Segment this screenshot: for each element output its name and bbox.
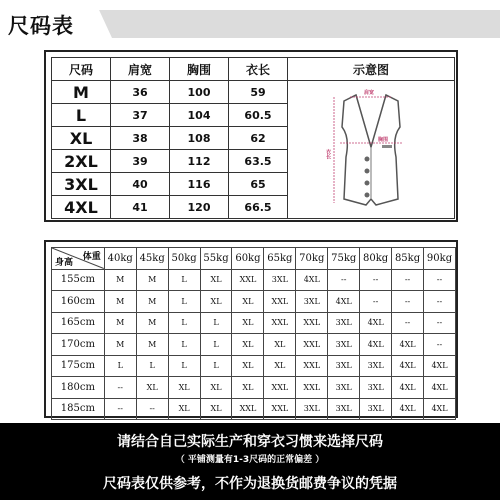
fit-size-cell: 4XL (424, 398, 456, 420)
height-cell: 185cm (52, 398, 105, 420)
fit-table-header (52, 248, 456, 270)
fit-size-cell: XL (200, 377, 232, 399)
fit-size-cell: -- (392, 269, 424, 291)
fit-size-cell: M (136, 312, 168, 334)
size-cell: 3XL (52, 173, 111, 196)
fit-size-cell: XXL (264, 312, 296, 334)
fit-size-cell: L (168, 269, 200, 291)
fit-size-cell: 4XL (328, 291, 360, 313)
fit-size-cell: XL (200, 269, 232, 291)
fit-size-cell: XL (264, 355, 296, 377)
fit-size-cell: XL (168, 398, 200, 420)
fit-size-cell: XXL (264, 377, 296, 399)
fit-size-cell: -- (424, 291, 456, 313)
header-size: 尺码 (52, 58, 111, 81)
fit-size-cell: -- (392, 291, 424, 313)
table-row (52, 291, 456, 313)
length-cell: 65 (229, 173, 288, 196)
fit-size-cell: XL (232, 334, 264, 356)
notice-line-1: 请结合自己实际生产和穿衣习惯来选择尺码 (117, 434, 383, 450)
header-diagram: 示意图 (288, 58, 455, 81)
fit-size-cell: 4XL (392, 377, 424, 399)
page-title: 尺码表 (8, 14, 74, 38)
fit-size-cell: 3XL (296, 291, 328, 313)
fit-size-cell: L (200, 334, 232, 356)
length-cell: 62 (229, 127, 288, 150)
fit-size-cell: -- (424, 312, 456, 334)
fit-size-cell: XXL (296, 312, 328, 334)
weight-header: 70kg (296, 248, 328, 270)
size-table (51, 57, 455, 219)
size-chart-panel (44, 50, 458, 222)
fit-size-cell: 3XL (360, 398, 392, 420)
header-shoulder: 肩宽 (111, 58, 170, 81)
fit-size-cell: L (168, 312, 200, 334)
fit-size-cell: 4XL (424, 377, 456, 399)
fit-size-cell: 3XL (360, 355, 392, 377)
shoulder-cell: 36 (111, 81, 170, 104)
chest-label: 胸围 (378, 137, 389, 143)
fit-size-cell: 3XL (328, 377, 360, 399)
fit-chart-panel (44, 240, 458, 418)
fit-size-cell: 4XL (392, 334, 424, 356)
fit-size-cell: L (104, 355, 136, 377)
fit-size-cell: M (104, 312, 136, 334)
fit-size-cell: XL (200, 398, 232, 420)
fit-size-cell: 3XL (328, 355, 360, 377)
chest-cell: 120 (170, 196, 229, 219)
chest-cell: 108 (170, 127, 229, 150)
fit-size-cell: 3XL (328, 398, 360, 420)
fit-size-cell: 4XL (392, 355, 424, 377)
height-cell: 180cm (52, 377, 105, 399)
fit-size-cell: XL (264, 334, 296, 356)
fit-size-cell: -- (392, 312, 424, 334)
fit-size-cell: L (200, 312, 232, 334)
weight-header: 40kg (104, 248, 136, 270)
size-cell: 2XL (52, 150, 111, 173)
fit-size-cell: 4XL (360, 334, 392, 356)
height-weight-table (51, 247, 456, 420)
size-cell: 4XL (52, 196, 111, 219)
fit-size-cell: XL (136, 377, 168, 399)
shoulder-cell: 41 (111, 196, 170, 219)
header (0, 0, 500, 42)
weight-header: 80kg (360, 248, 392, 270)
header-chest: 胸围 (170, 58, 229, 81)
footer-notice (0, 423, 500, 500)
fit-size-cell: -- (104, 398, 136, 420)
fit-size-cell: XL (200, 291, 232, 313)
notice-line-3: 尺码表仅供参考，不作为退换货邮费争议的凭据 (103, 476, 397, 492)
fit-size-cell: L (168, 291, 200, 313)
fit-size-cell: XXL (296, 334, 328, 356)
table-row (52, 81, 455, 104)
weight-axis-label: 体重 (82, 252, 101, 262)
fit-size-cell: XL (232, 291, 264, 313)
chest-cell: 112 (170, 150, 229, 173)
length-cell: 59 (229, 81, 288, 104)
height-cell: 170cm (52, 334, 105, 356)
shoulder-label: 肩宽 (364, 90, 375, 96)
size-cell: L (52, 104, 111, 127)
fit-size-cell: -- (424, 334, 456, 356)
fit-size-cell: 3XL (328, 334, 360, 356)
fit-size-cell: M (136, 334, 168, 356)
weight-header: 50kg (168, 248, 200, 270)
fit-size-cell: -- (424, 269, 456, 291)
height-axis-label: 身高 (55, 257, 74, 268)
fit-size-cell: 4XL (296, 269, 328, 291)
fit-size-cell: XXL (296, 355, 328, 377)
length-cell: 63.5 (229, 150, 288, 173)
fit-size-cell: XL (232, 377, 264, 399)
shoulder-cell: 39 (111, 150, 170, 173)
fit-size-cell: 3XL (328, 312, 360, 334)
fit-size-cell: 4XL (392, 398, 424, 420)
size-cell: M (52, 81, 111, 104)
fit-size-cell: 3XL (264, 269, 296, 291)
notice-line-2: （ 平铺测量有1-3尺码的正常偏差 ） (175, 455, 325, 465)
weight-header: 90kg (424, 248, 456, 270)
chest-cell: 116 (170, 173, 229, 196)
shoulder-cell: 40 (111, 173, 170, 196)
fit-size-cell: XXL (264, 398, 296, 420)
fit-size-cell: L (168, 355, 200, 377)
height-cell: 160cm (52, 291, 105, 313)
fit-size-cell: -- (328, 269, 360, 291)
size-table-header (52, 58, 455, 81)
fit-size-cell: 4XL (360, 312, 392, 334)
height-cell: 175cm (52, 355, 105, 377)
shoulder-cell: 37 (111, 104, 170, 127)
weight-header: 75kg (328, 248, 360, 270)
fit-size-cell: 3XL (360, 377, 392, 399)
weight-header: 55kg (200, 248, 232, 270)
fit-size-cell: XXL (232, 269, 264, 291)
table-row (52, 334, 456, 356)
fit-size-cell: -- (136, 398, 168, 420)
fit-size-cell: M (104, 269, 136, 291)
fit-size-cell: XL (232, 312, 264, 334)
fit-size-cell: -- (360, 269, 392, 291)
chest-cell: 100 (170, 81, 229, 104)
vest-diagram (326, 87, 416, 212)
fit-size-cell: XL (232, 355, 264, 377)
fit-size-cell: XXL (264, 291, 296, 313)
fit-size-cell: 3XL (296, 398, 328, 420)
height-cell: 155cm (52, 269, 105, 291)
shoulder-cell: 38 (111, 127, 170, 150)
fit-size-cell: M (104, 334, 136, 356)
length-label: 衣长 (325, 149, 331, 159)
fit-size-cell: XL (168, 377, 200, 399)
weight-header: 60kg (232, 248, 264, 270)
fit-size-cell: 4XL (424, 355, 456, 377)
weight-header: 85kg (392, 248, 424, 270)
fit-size-cell: L (168, 334, 200, 356)
height-cell: 165cm (52, 312, 105, 334)
fit-size-cell: XXL (232, 398, 264, 420)
diagram-cell (288, 81, 455, 219)
fit-size-cell: L (200, 355, 232, 377)
chest-cell: 104 (170, 104, 229, 127)
fit-size-cell: -- (360, 291, 392, 313)
fit-size-cell: L (136, 355, 168, 377)
table-row (52, 398, 456, 420)
weight-header: 45kg (136, 248, 168, 270)
fit-size-cell: M (104, 291, 136, 313)
size-cell: XL (52, 127, 111, 150)
table-row (52, 377, 456, 399)
weight-header: 65kg (264, 248, 296, 270)
fit-size-cell: M (136, 269, 168, 291)
table-row (52, 355, 456, 377)
length-cell: 66.5 (229, 196, 288, 219)
header-length: 衣长 (229, 58, 288, 81)
corner-cell (52, 248, 105, 270)
table-row (52, 269, 456, 291)
table-row (52, 312, 456, 334)
fit-size-cell: M (136, 291, 168, 313)
fit-size-cell: XXL (296, 377, 328, 399)
length-cell: 60.5 (229, 104, 288, 127)
fit-size-cell: -- (104, 377, 136, 399)
